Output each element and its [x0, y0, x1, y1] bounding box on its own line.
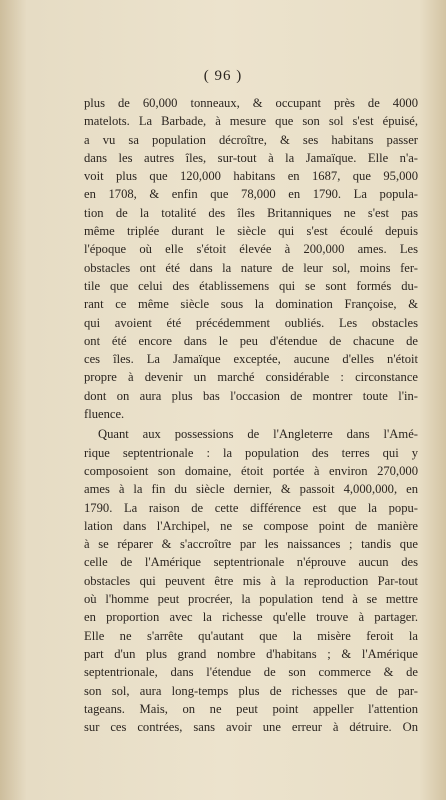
page-body: [84, 94, 418, 736]
text-line: obstacles qui peuvent être mis à la reproduction Par-tout: [84, 573, 418, 588]
paragraph-2: [84, 425, 418, 736]
text-line: lation dans l'Archipel, ne se compose point de manière: [84, 518, 418, 533]
text-line: où l'homme peut procréer, la population tend à se mettre: [84, 592, 418, 607]
paragraph-1: [84, 94, 418, 423]
text-line: rant ce même siècle sous la domination Françoise, &: [84, 297, 418, 312]
text-line: matelots. La Barbade, à mesure que son sol s'est épuisé,: [84, 114, 418, 129]
text-line: propre à devenir un marché considérable : circonstance: [84, 370, 418, 385]
text-line: dans les autres îles, sur-tout à la Jamaïque. Elle n'a-: [84, 150, 418, 165]
text-line: Elle ne s'arrête qu'autant que la misère feroit la: [84, 628, 418, 643]
text-line: dont on aura plus bas l'occasion de montrer toute l'in-: [84, 388, 418, 403]
text-line: à se réparer & s'accroître par les naissances ; tandis que: [84, 537, 418, 552]
text-line: obstacles ont été dans la nature de leur sol, moins fer-: [84, 260, 418, 275]
text-line: composoient son domaine, étoit portée à environ 270,000: [84, 463, 418, 478]
text-line: 1790. La raison de cette différence est que la popu-: [84, 500, 418, 515]
text-line: a vu sa population décroître, & ses habitans passer: [84, 132, 418, 147]
text-line: part d'un plus grand nombre d'habitans ; & l'Amérique: [84, 646, 418, 661]
page-number: ( 96 ): [203, 68, 243, 84]
text-line: tile que celui des établissemens qui se sont formés du-: [84, 278, 418, 293]
text-line: tageans. Mais, on ne peut point appeller l'attention: [84, 701, 418, 716]
text-line: fluence.: [84, 407, 125, 422]
text-line: ces îles. La Jamaïque exceptée, aucune d'elles n'étoit: [84, 352, 418, 367]
text-line: tion de la totalité des îles Britanniques ne s'est pas: [84, 205, 418, 220]
text-line: en proportion avec la richesse qu'elle trouve à partager.: [84, 610, 418, 625]
text-line: voit plus que 120,000 habitans en 1687, que 95,000: [84, 169, 418, 184]
text-line: plus de 60,000 tonneaux, & occupant près de 4000: [84, 96, 418, 110]
text-line: rique septentrionale : la population des terres qui y: [84, 445, 418, 460]
text-line: celle de l'Amérique septentrionale n'éprouve aucun des: [84, 555, 418, 570]
text-line: ont été encore dans le peu d'étendue de chacune de: [84, 333, 418, 348]
text-line: l'époque où elle s'étoit élevée à 200,000 ames. Les: [84, 242, 418, 257]
text-line: même triplée durant le siècle qui s'est écoulé depuis: [84, 224, 418, 239]
text-line: sur ces contrées, sans avoir une erreur à détruire. On: [84, 720, 418, 735]
text-line: septentrionale, dans l'étendue de son commerce & de: [84, 665, 418, 680]
text-line: Quant aux possessions de l'Angleterre dans l'Amé-: [98, 427, 418, 442]
text-line: qui avoient été précédemment oubliés. Les obstacles: [84, 315, 418, 330]
text-line: en 1708, & enfin que 78,000 en 1790. La popula-: [84, 187, 418, 202]
text-line: son sol, aura long-temps plus de richesses que de par-: [84, 683, 418, 698]
text-line: ames à la fin du siècle dernier, & passoit 4,000,000, en: [84, 482, 418, 497]
